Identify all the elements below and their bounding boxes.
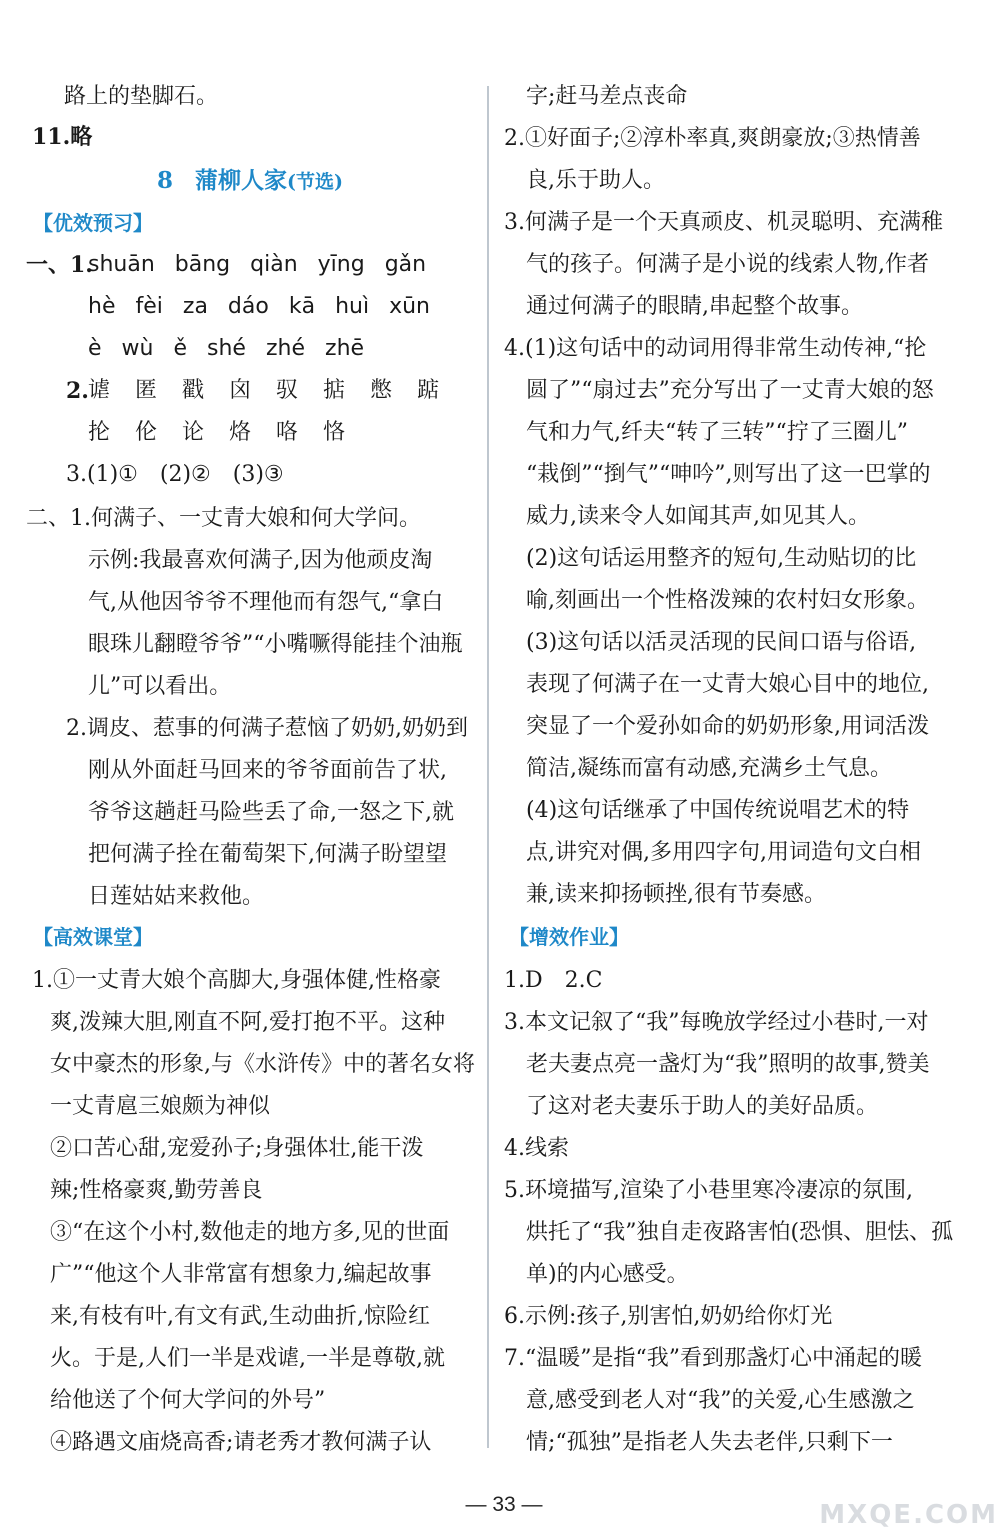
text-line: 3.本文记叙了“我”每晚放学经过小巷时,一对 [504, 1010, 929, 1035]
text-line: (2)这句话运用整齐的短句,生动贴切的比 [526, 546, 917, 571]
text-line: 简洁,凝练而富有动感,充满乡土气息。 [526, 756, 892, 781]
text-line: 把何满子拴在葡萄架下,何满子盼望望 [88, 842, 447, 867]
pinyin: xūn [389, 294, 430, 319]
text-line: 辣;性格豪爽,勤劳善良 [50, 1178, 263, 1203]
pinyin-row-3 [88, 334, 384, 364]
q2-prefix: 2. [66, 378, 89, 404]
char: 咯 [276, 420, 299, 445]
text-line: 烘托了“我”独自走夜路害怕(恐惧、胆怯、孤 [526, 1220, 954, 1245]
pinyin: yīng [317, 252, 365, 277]
char: 论 [182, 420, 205, 445]
pinyin: ě [173, 336, 188, 361]
text-line: 威力,读来令人如闻其声,如见其人。 [526, 504, 870, 529]
text-line: 爷爷这趟赶马险些丢了命,一怒之下,就 [88, 800, 454, 825]
pinyin: hè [88, 294, 116, 319]
watermark-logo: MXQE.COM [819, 1500, 998, 1530]
pinyin: dáo [227, 294, 269, 319]
text-line: 了这对老夫妻乐于助人的美好品质。 [526, 1094, 879, 1119]
text-line: 点,讲究对偶,多用四字句,用词造句文白相 [526, 840, 921, 865]
text-line: 7.“温暖”是指“我”看到那盏灯心中涌起的暖 [504, 1346, 922, 1371]
pinyin: è [88, 336, 102, 361]
char: 恪 [323, 420, 346, 445]
text-line: 1.D 2.C [504, 968, 603, 993]
pinyin: bāng [174, 252, 231, 277]
char: 踮 [417, 378, 440, 403]
q3-answer: 3.(1)① (2)② (3)③ [66, 462, 284, 487]
pinyin: qiàn [250, 252, 298, 277]
char: 憋 [370, 378, 393, 403]
text-line: 气的孩子。何满子是小说的线索人物,作者 [526, 252, 929, 277]
text-line: 喻,刻画出一个性格泼辣的农村妇女形象。 [526, 588, 929, 613]
section-subtitle: (节选) [287, 171, 343, 193]
text-line: 儿”可以看出。 [88, 674, 232, 699]
text-line: ③“在这个小村,数他走的地方多,见的世面 [50, 1220, 450, 1245]
section-title [22, 166, 478, 197]
column-divider [487, 86, 489, 1448]
text-line: 路上的垫脚石。 [64, 84, 219, 109]
answer-11: 11.略 [32, 124, 93, 150]
text-line: 圆了”“扇过去”充分写出了一丈青大娘的怒 [526, 378, 934, 403]
text-line: 5.环境描写,渲染了小巷里寒冷凄凉的氛围, [504, 1178, 913, 1203]
text-line: “栽倒”“捯气”“呻吟”,则写出了这一巴掌的 [526, 462, 931, 487]
pinyin: fèi [135, 294, 163, 319]
text-line: 二、1.何满子、一丈青大娘和何大学问。 [26, 506, 421, 531]
page-number: — 33 — [465, 1493, 543, 1516]
text-line: 一丈青扈三娘颇为神似 [50, 1094, 271, 1119]
text-line: 2.调皮、惹事的何满子惹恼了奶奶,奶奶到 [66, 716, 468, 741]
text-line: 老夫妻点亮一盏灯为“我”照明的故事,赞美 [526, 1052, 930, 1077]
text-line: (4)这句话继承了中国传统说唱艺术的特 [526, 798, 910, 823]
pinyin: kā [288, 294, 316, 319]
pinyin-row-1 [88, 250, 446, 280]
text-line: 字;赶马差点丧命 [526, 84, 688, 109]
text-line: 单)的内心感受。 [526, 1262, 689, 1287]
text-line: 刚从外面赶马回来的爷爷面前告了状, [88, 758, 447, 783]
pinyin: huì [335, 294, 370, 319]
text-line: 突显了一个爱孙如命的奶奶形象,用词活泼 [526, 714, 929, 739]
text-line: 通过何满子的眼睛,串起整个故事。 [526, 294, 863, 319]
text-line: 3.何满子是一个天真顽皮、机灵聪明、充满稚 [504, 210, 943, 235]
text-line: 气,从他因爷爷不理他而有怨气,“拿白 [88, 590, 444, 615]
text-line: 气和力气,纤夫“转了三转”“拧了三圈儿” [526, 420, 908, 445]
text-line: 4.(1)这句话中的动词用得非常生动传神,“抡 [504, 336, 927, 361]
char: 伦 [135, 420, 158, 445]
pinyin: shuān [88, 252, 155, 277]
char: 烙 [229, 420, 252, 445]
text-line: 日莲姑姑来救他。 [88, 884, 265, 909]
text-line: 广”“他这个人非常富有想象力,编起故事 [50, 1262, 432, 1287]
text-line: 爽,泼辣大胆,刚直不阿,爱打抱不平。这种 [50, 1010, 445, 1035]
text-line: 良,乐于助人。 [526, 168, 665, 193]
pinyin: shé [207, 336, 246, 361]
char: 匿 [135, 378, 158, 403]
text-line: 6.示例:孩子,别害怕,奶奶给你灯光 [504, 1304, 833, 1329]
text-line: (3)这句话以活灵活现的民间口语与俗语, [526, 630, 917, 655]
char: 驭 [276, 378, 299, 403]
text-line: 女中豪杰的形象,与《水浒传》中的著名女将 [50, 1052, 475, 1077]
char: 戳 [182, 378, 205, 403]
q1-prefix: 一、1. [26, 252, 93, 278]
char: 抡 [88, 420, 111, 445]
section-title-text: 蒲柳人家 [195, 167, 288, 194]
pinyin-row-2 [88, 292, 450, 322]
text-line: 情;“孤独”是指老人失去老伴,只剩下一 [526, 1430, 893, 1455]
text-line: 意,感受到老人对“我”的关爱,心生感激之 [526, 1388, 915, 1413]
char: 囟 [229, 378, 252, 403]
char: 掂 [323, 378, 346, 403]
pinyin: gǎn [384, 252, 427, 277]
text-line: ④路遇文庙烧高香;请老秀才教何满子认 [50, 1430, 432, 1455]
char: 谑 [88, 378, 111, 403]
tag-classroom: 【高效课堂】 [33, 925, 153, 949]
text-line: 4.线索 [504, 1136, 569, 1161]
text-line: 来,有枝有叶,有文有武,生动曲折,惊险红 [50, 1304, 430, 1329]
section-number: 8 [157, 167, 174, 194]
text-line: 2.①好面子;②淳朴率真,爽朗豪放;③热情善 [504, 126, 921, 151]
text-line: 1.①一丈青大娘个高脚大,身强体健,性格豪 [32, 968, 441, 993]
text-line: 表现了何满子在一丈青大娘心目中的地位, [526, 672, 929, 697]
text-line: 眼珠儿翻瞪爷爷”“小嘴噘得能挂个油瓶 [88, 632, 463, 657]
text-line: 火。于是,人们一半是戏谑,一半是尊敬,就 [50, 1346, 445, 1371]
chars-row-1 [88, 376, 464, 406]
text-line: ②口苦心甜,宠爱孙子;身强体壮,能干泼 [50, 1136, 424, 1161]
pinyin: za [182, 294, 208, 319]
text-line: 兼,读来抑扬顿挫,很有节奏感。 [526, 882, 826, 907]
text-line: 给他送了个何大学问的外号” [50, 1388, 326, 1413]
tag-preview: 【优效预习】 [33, 211, 153, 235]
pinyin: wù [121, 336, 154, 361]
pinyin: zhē [325, 336, 365, 361]
text-line: 示例:我最喜欢何满子,因为他顽皮淘 [88, 548, 433, 573]
pinyin: zhé [265, 336, 306, 361]
tag-homework: 【增效作业】 [509, 925, 629, 949]
chars-row-2 [88, 418, 370, 448]
